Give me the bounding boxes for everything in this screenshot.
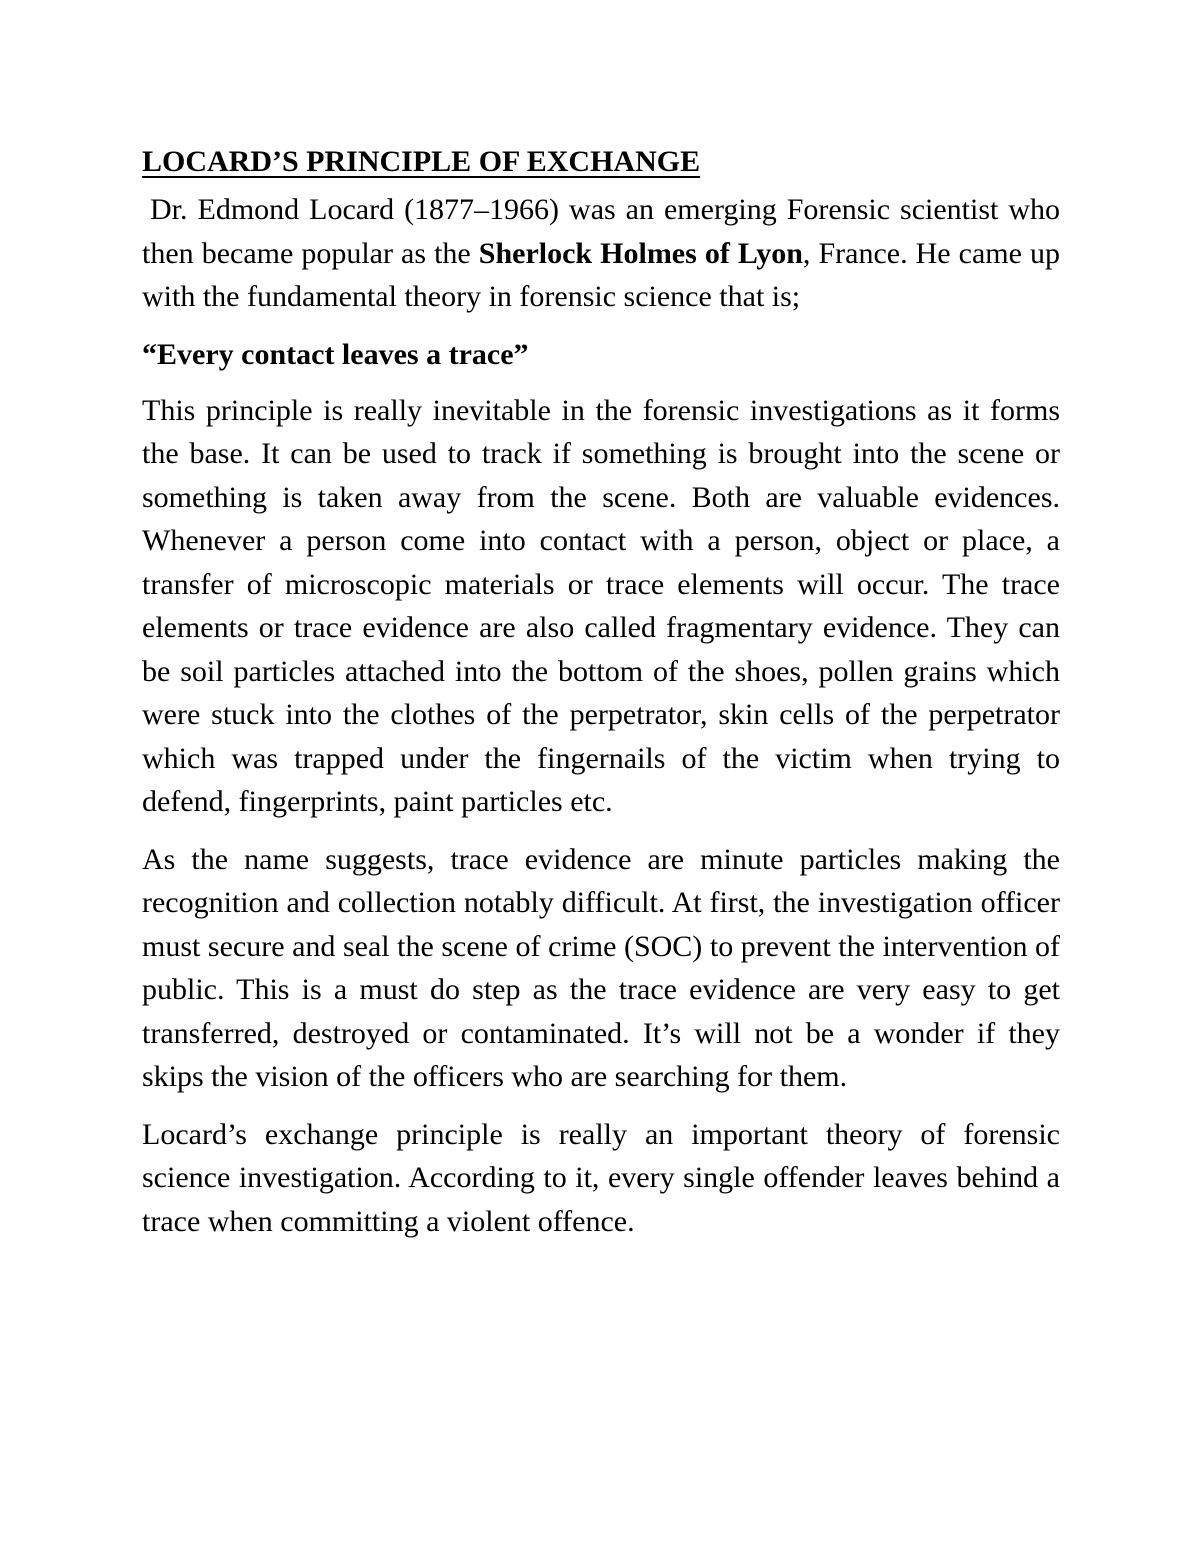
principle-quote: “Every contact leaves a trace”: [142, 337, 529, 371]
intro-bold-name: Sherlock Holmes of Lyon: [478, 236, 803, 270]
body-paragraph-3: Locard’s exchange principle is really an important theory of forensic science investigation. According to it, every single offender leaves behind a trace when committing a violent offence.: [142, 1117, 1060, 1238]
document-content: [142, 140, 1060, 1257]
body-paragraph-1: This principle is really inevitable in the forensic investigations as it forms the base. It can be used to track if something is brought into the scene or something is taken away from the scene. Both are valuable evidences. Whenever a person come into contact with a person, object or place, a transfer of microscopic materials or trace elements will occur. The trace elements or trace evidence are also called fragmentary evidence. They can be soil particles attached into the bottom of the shoes, pollen grains which were stuck into the clothes of the perpetrator, skin cells of the perpetrator which was trapped under the fingernails of the victim when trying to defend, fingerprints, paint particles etc.: [142, 393, 1060, 818]
intro-paragraph: [142, 188, 1060, 319]
intro-text-part2: , France. He came up with the fundamental theory in forensic science that is;: [142, 236, 1060, 313]
intro-text-part1: Dr. Edmond Locard (1877–1966) was an emerging Forensic scientist who then became popular as the: [142, 193, 1060, 270]
document-title: LOCARD’S PRINCIPLE OF EXCHANGE: [142, 145, 701, 178]
body-paragraph-2: As the name suggests, trace evidence are minute particles making the recognition and collection notably difficult. At first, the investigation officer must secure and seal the scene of crime (SOC) to prevent the intervention of public. This is a must do step as the trace evidence are very easy to get transferred, destroyed or contaminated. It’s will not be a wonder if they skips the vision of the officers who are searching for them.: [142, 842, 1060, 1093]
